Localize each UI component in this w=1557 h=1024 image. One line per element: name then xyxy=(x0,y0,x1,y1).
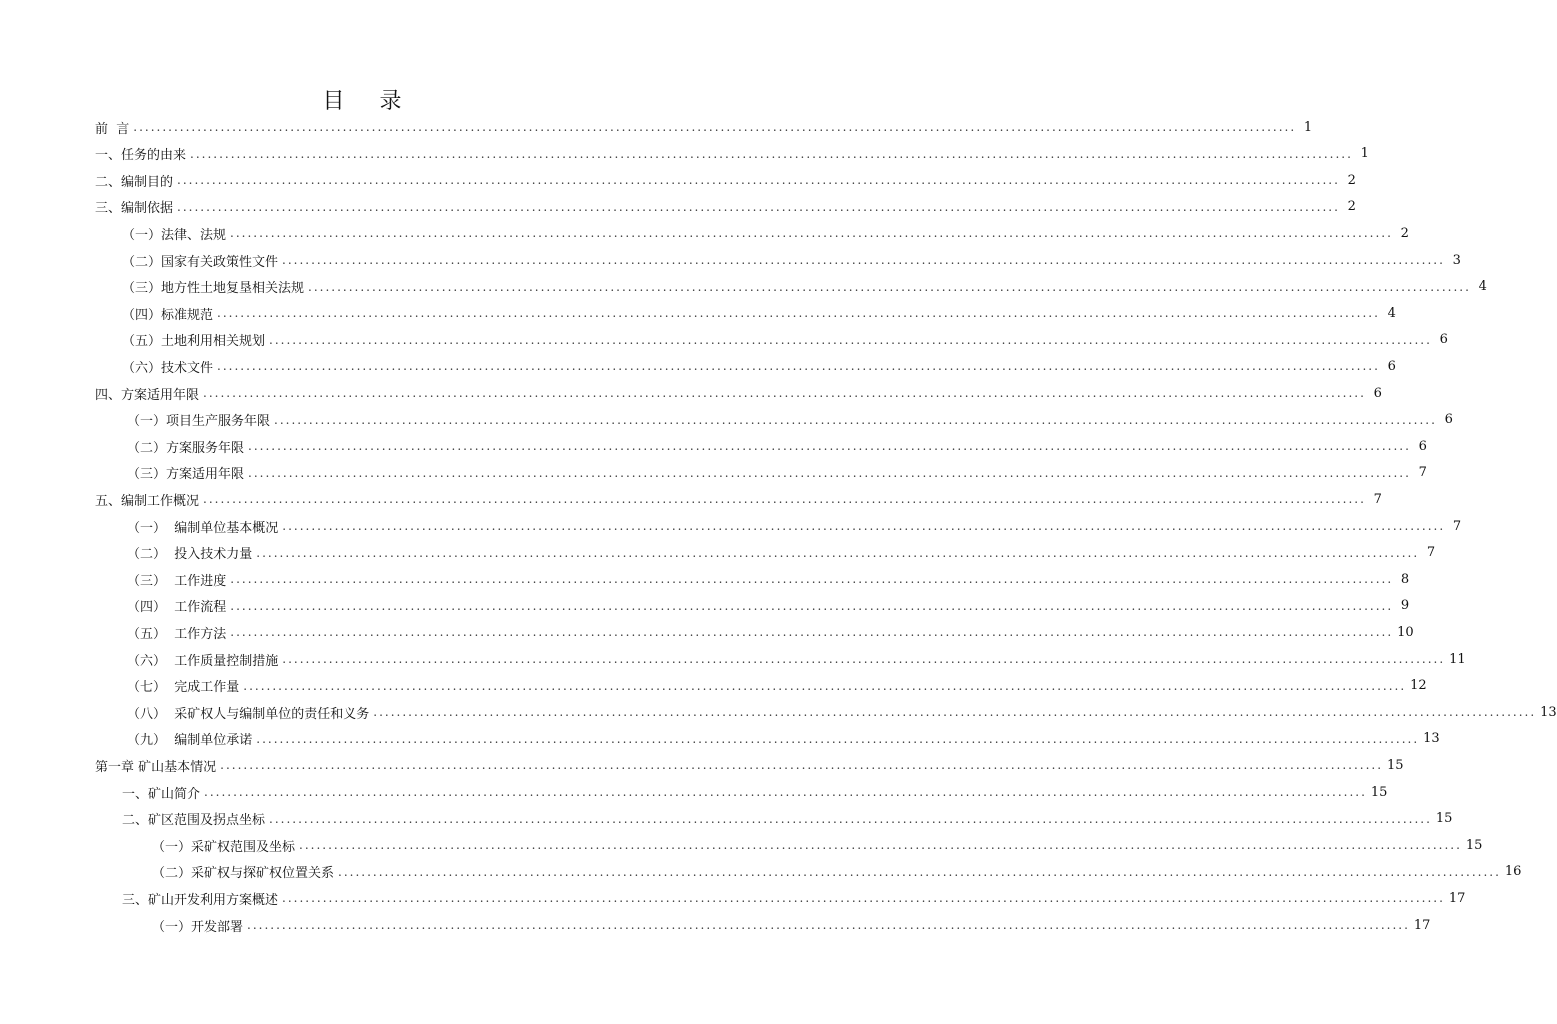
toc-entry-title: （一）采矿权范围及坐标 xyxy=(152,839,296,855)
toc-entry-page-number: 6 xyxy=(1387,358,1396,374)
toc-entry-title: （一） 编制单位基本概况 xyxy=(127,520,279,536)
page-title: 目 录 xyxy=(322,89,416,114)
toc-entry xyxy=(127,699,1557,725)
toc-entry xyxy=(122,806,1453,832)
toc-dot-leader: ........................................................................................................................................................................................................ xyxy=(217,359,1380,374)
toc-dot-leader: ........................................................................................................................................................................................................ xyxy=(230,226,1393,241)
toc-entry-title: 第一章 矿山基本情况 xyxy=(95,759,217,775)
toc-dot-leader: ........................................................................................................................................................................................................ xyxy=(269,811,1432,826)
toc-entry xyxy=(127,593,1410,619)
toc-entry-title: （四） 工作流程 xyxy=(127,600,227,616)
toc-entry-page-number: 4 xyxy=(1478,279,1487,295)
toc-entry xyxy=(127,619,1414,645)
toc-entry xyxy=(122,327,1448,353)
toc-entry-page-number: 6 xyxy=(1373,385,1382,401)
toc-dot-leader: ........................................................................................................................................................................................................ xyxy=(230,598,1394,613)
toc-entry-title: （五） 工作方法 xyxy=(127,626,227,642)
toc-dot-leader: ........................................................................................................................................................................................................ xyxy=(274,412,1437,427)
toc-dot-leader: ........................................................................................................................................................................................................ xyxy=(256,545,1420,560)
toc-entry xyxy=(152,912,1431,938)
toc-entry-title: （二）国家有关政策性文件 xyxy=(122,254,279,270)
toc-entry-page-number: 6 xyxy=(1444,412,1453,428)
toc-entry-title: （二） 投入技术力量 xyxy=(127,547,253,563)
toc-entry xyxy=(122,779,1388,805)
toc-dot-leader: ........................................................................................................................................................................................................ xyxy=(256,731,1420,746)
toc-entry-title: 二、矿区范围及拐点坐标 xyxy=(122,813,266,829)
toc-dot-leader: ........................................................................................................................................................................................................ xyxy=(248,439,1411,454)
toc-entry-page-number: 7 xyxy=(1418,465,1427,481)
toc-dot-leader: ........................................................................................................................................................................................................ xyxy=(269,332,1432,347)
toc-entry-page-number: 12 xyxy=(1410,678,1427,694)
toc-entry xyxy=(95,194,1356,220)
toc-entry xyxy=(95,486,1382,512)
toc-entry xyxy=(127,646,1466,672)
toc-entry-page-number: 17 xyxy=(1413,917,1431,933)
toc-dot-leader: ........................................................................................................................................................................................................ xyxy=(299,838,1462,853)
toc-entry-page-number: 7 xyxy=(1426,545,1436,561)
toc-dot-leader: ........................................................................................................................................................................................................ xyxy=(282,652,1446,666)
toc-dot-leader: ........................................................................................................................................................................................................ xyxy=(308,279,1471,294)
toc-entry xyxy=(122,247,1461,273)
toc-entry-title: （六）技术文件 xyxy=(122,360,214,376)
toc-dot-leader: ........................................................................................................................................................................................................ xyxy=(217,306,1380,321)
toc-entry-page-number: 1 xyxy=(1303,119,1313,135)
toc-entry-title: 五、编制工作概况 xyxy=(95,493,200,509)
toc-entry-title: （三）方案适用年限 xyxy=(127,467,245,483)
toc-entry xyxy=(95,380,1382,406)
toc-entry-page-number: 6 xyxy=(1439,332,1448,348)
toc-entry-page-number: 17 xyxy=(1448,890,1466,906)
toc-entry xyxy=(127,566,1410,592)
toc-entry-title: （六） 工作质量控制措施 xyxy=(127,653,279,669)
toc-dot-leader: ........................................................................................................................................................................................................ xyxy=(243,678,1407,693)
toc-dot-leader: ........................................................................................................................................................................................................ xyxy=(203,386,1366,400)
toc-entry xyxy=(152,859,1522,885)
toc-entry-title: （一）项目生产服务年限 xyxy=(127,414,271,430)
toc-entry-title: （二）方案服务年限 xyxy=(127,440,245,456)
toc-entry-page-number: 15 xyxy=(1465,837,1483,853)
toc-entry-page-number: 2 xyxy=(1347,199,1356,215)
toc-entry xyxy=(122,353,1396,379)
toc-dot-leader: ........................................................................................................................................................................................................ xyxy=(338,864,1501,879)
toc-entry-page-number: 15 xyxy=(1435,811,1453,827)
toc-entry-title: （五）土地利用相关规划 xyxy=(122,334,266,350)
toc-entry-page-number: 3 xyxy=(1452,252,1461,268)
toc-entry xyxy=(122,274,1487,300)
toc-entry-title: （三）地方性土地复垦相关法规 xyxy=(122,281,305,297)
toc-entry-title: （九） 编制单位承诺 xyxy=(127,733,253,749)
toc-entry xyxy=(127,407,1453,433)
toc-entry xyxy=(95,114,1313,140)
toc-entry xyxy=(122,220,1409,246)
toc-entry xyxy=(152,832,1483,858)
toc-dot-leader: ........................................................................................................................................................................................................ xyxy=(190,146,1353,161)
toc-entry xyxy=(127,726,1440,752)
toc-entry-page-number: 10 xyxy=(1397,624,1414,640)
toc-entry-page-number: 4 xyxy=(1387,305,1396,321)
toc-entry-title: （三） 工作进度 xyxy=(127,573,227,589)
toc-entry xyxy=(127,433,1427,459)
toc-dot-leader: ........................................................................................................................................................................................................ xyxy=(247,918,1410,932)
toc-entry-title: （一）开发部署 xyxy=(152,919,244,935)
toc-entry xyxy=(127,513,1462,539)
toc-dot-leader: ........................................................................................................................................................................................................ xyxy=(133,120,1297,134)
toc-dot-leader: ........................................................................................................................................................................................................ xyxy=(248,465,1411,480)
toc-entry-page-number: 6 xyxy=(1418,438,1427,454)
toc-dot-leader: ........................................................................................................................................................................................................ xyxy=(282,891,1445,906)
toc-entry-page-number: 16 xyxy=(1504,864,1522,880)
toc-entry xyxy=(95,167,1356,193)
toc-entry-title: 一、任务的由来 xyxy=(95,148,187,164)
toc-entry-page-number: 11 xyxy=(1449,651,1466,667)
toc-entry xyxy=(122,885,1466,911)
toc-entry xyxy=(122,300,1396,326)
toc-dot-leader: ........................................................................................................................................................................................................ xyxy=(177,173,1340,188)
toc-entry xyxy=(95,752,1404,778)
toc-entry-title: 三、编制依据 xyxy=(95,201,174,217)
toc-entry-title: 二、编制目的 xyxy=(95,174,174,190)
toc-entry-title: 一、矿山简介 xyxy=(122,786,201,802)
toc-entry-page-number: 8 xyxy=(1400,571,1410,587)
toc-entry-title: （八） 采矿权人与编制单位的责任和义务 xyxy=(127,706,370,722)
toc-dot-leader: ........................................................................................................................................................................................................ xyxy=(203,492,1366,507)
toc-entry-title: （七） 完成工作量 xyxy=(127,680,240,696)
toc-entry-page-number: 7 xyxy=(1373,491,1382,507)
toc-entry-title: 前 言 xyxy=(95,121,130,137)
toc-entry-page-number: 1 xyxy=(1360,146,1369,162)
toc-entry-page-number: 9 xyxy=(1400,598,1410,614)
toc-entry-page-number: 13 xyxy=(1540,704,1557,720)
toc-entry-page-number: 15 xyxy=(1370,784,1388,800)
toc-dot-leader: ........................................................................................................................................................................................................ xyxy=(230,625,1394,640)
toc-dot-leader: ........................................................................................................................................................................................................ xyxy=(177,199,1340,214)
toc-dot-leader: ........................................................................................................................................................................................................ xyxy=(230,572,1394,587)
toc-entry-title: （一）法律、法规 xyxy=(122,227,227,243)
toc-entry-title: （二）采矿权与探矿权位置关系 xyxy=(152,866,335,882)
toc-entry-title: 三、矿山开发利用方案概述 xyxy=(122,892,279,908)
toc-entry xyxy=(127,673,1427,699)
toc-entry-page-number: 2 xyxy=(1347,172,1356,188)
toc-dot-leader: ........................................................................................................................................................................................................ xyxy=(204,785,1367,799)
toc-entry-title: 四、方案适用年限 xyxy=(95,387,200,403)
toc-entry-page-number: 7 xyxy=(1452,518,1462,534)
toc-entry xyxy=(127,460,1427,486)
toc-entry-page-number: 2 xyxy=(1400,225,1409,241)
toc-entry xyxy=(95,141,1369,167)
toc-entry-page-number: 15 xyxy=(1387,757,1404,773)
toc-dot-leader: ........................................................................................................................................................................................................ xyxy=(220,758,1384,773)
toc-dot-leader: ........................................................................................................................................................................................................ xyxy=(282,253,1445,267)
toc-dot-leader: ........................................................................................................................................................................................................ xyxy=(373,705,1537,720)
toc-dot-leader: ........................................................................................................................................................................................................ xyxy=(282,519,1446,533)
toc-entry-page-number: 13 xyxy=(1423,731,1440,747)
toc-entry xyxy=(127,540,1436,566)
toc-entry-title: （四）标准规范 xyxy=(122,307,214,323)
